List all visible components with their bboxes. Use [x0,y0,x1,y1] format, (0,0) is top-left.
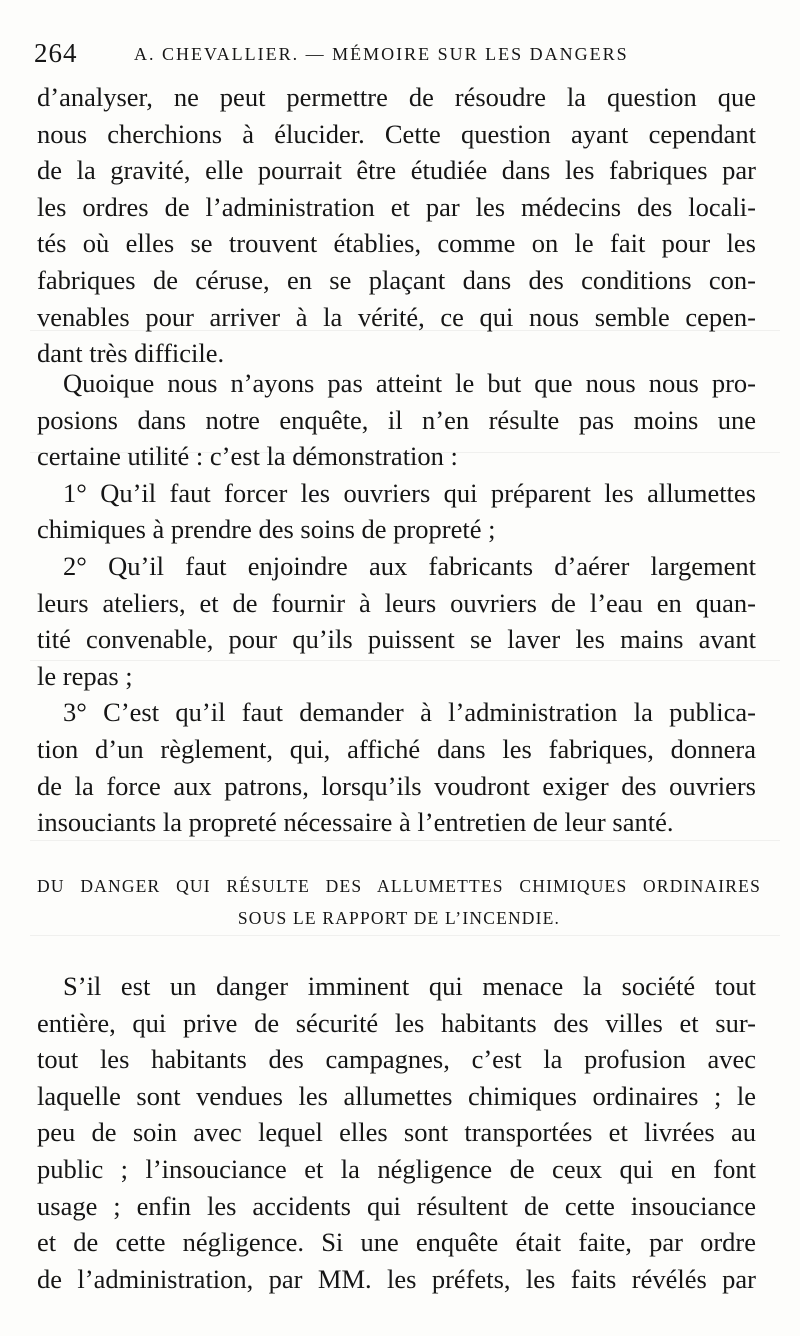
list-item-line: tité convenable, pour qu’ils puissent se laver les mains avant [37,624,756,655]
text-line: de l’administration, par MM. les préfets, les faits révélés par [37,1263,756,1294]
list-item-line: le repas ; [37,660,133,691]
bleed-through-line [30,935,780,936]
list-item-line: insouciants la propreté nécessaire à l’entretien de leur santé. [37,807,674,838]
section-heading-line: SOUS LE RAPPORT DE L’INCENDIE. [237,908,561,928]
list-item-line: 1° Qu’il faut forcer les ouvriers qui préparent les allumettes [63,477,756,508]
paragraph-fire-danger [37,968,756,1297]
text-line: les ordres de l’administration et par les médecins des locali- [37,191,756,222]
text-line: laquelle sont vendues les allumettes chimiques ordinaires ; le [37,1080,756,1111]
text-line: posions dans notre enquête, il n’en résulte pas moins une [37,404,756,435]
text-line: fabriques de céruse, en se plaçant dans des conditions con- [37,264,756,295]
text-line: tés où elles se trouvent établies, comme on le fait pour les [37,228,756,259]
text-line: dant très difficile. [37,338,225,369]
text-line: entière, qui prive de sécurité les habitants des villes et sur- [37,1007,756,1038]
page-number: 264 [34,38,78,68]
text-line: public ; l’insouciance et la négligence de ceux qui en font [37,1153,756,1184]
list-item-line: de la force aux patrons, lorsqu’ils voudront exiger des ouvriers [37,770,756,801]
text-line: nous cherchions à élucider. Cette question ayant cependant [37,118,756,149]
text-line: Quoique nous n’ayons pas atteint le but que nous nous pro- [63,368,756,398]
list-item-line: 2° Qu’il faut enjoindre aux fabricants d’aérer largement [63,550,756,581]
running-title: A. CHEVALLIER. — MÉMOIRE SUR LES DANGERS [134,44,629,64]
text-line: et de cette négligence. Si une enquête était faite, par ordre [37,1227,756,1258]
list-item-line: tion d’un règlement, qui, affiché dans les fabriques, donnera [37,733,756,764]
section-heading [37,870,761,934]
text-line: peu de soin avec lequel elles sont transportées et livrées au [37,1117,756,1148]
text-line: de la gravité, elle pourrait être étudiée dans les fabriques par [37,155,756,186]
text-line: S’il est un danger imminent qui menace la société tout [63,971,756,1001]
text-line: venables pour arriver à la vérité, ce qui nous semble cepen- [37,301,756,332]
section-heading-line: DU DANGER QUI RÉSULTE DES ALLUMETTES CHIMIQUES ORDINAIRES [37,876,761,896]
list-item-line: leurs ateliers, et de fournir à leurs ouvriers de l’eau en quan- [37,587,756,618]
paragraph-continued [37,79,756,372]
running-head [34,38,754,70]
list-item-line: 3° C’est qu’il faut demander à l’administration la publica- [63,697,756,728]
text-line: certaine utilité : c’est la démonstration : [37,441,458,472]
text-line: usage ; enfin les accidents qui résultent de cette insouciance [37,1190,756,1221]
text-line: tout les habitants des campagnes, c’est la profusion avec [37,1044,756,1075]
paragraph-conclusions [37,365,756,841]
text-line: d’analyser, ne peut permettre de résoudre la question que [37,82,756,112]
list-item-line: chimiques à prendre des soins de propreté ; [37,514,496,545]
